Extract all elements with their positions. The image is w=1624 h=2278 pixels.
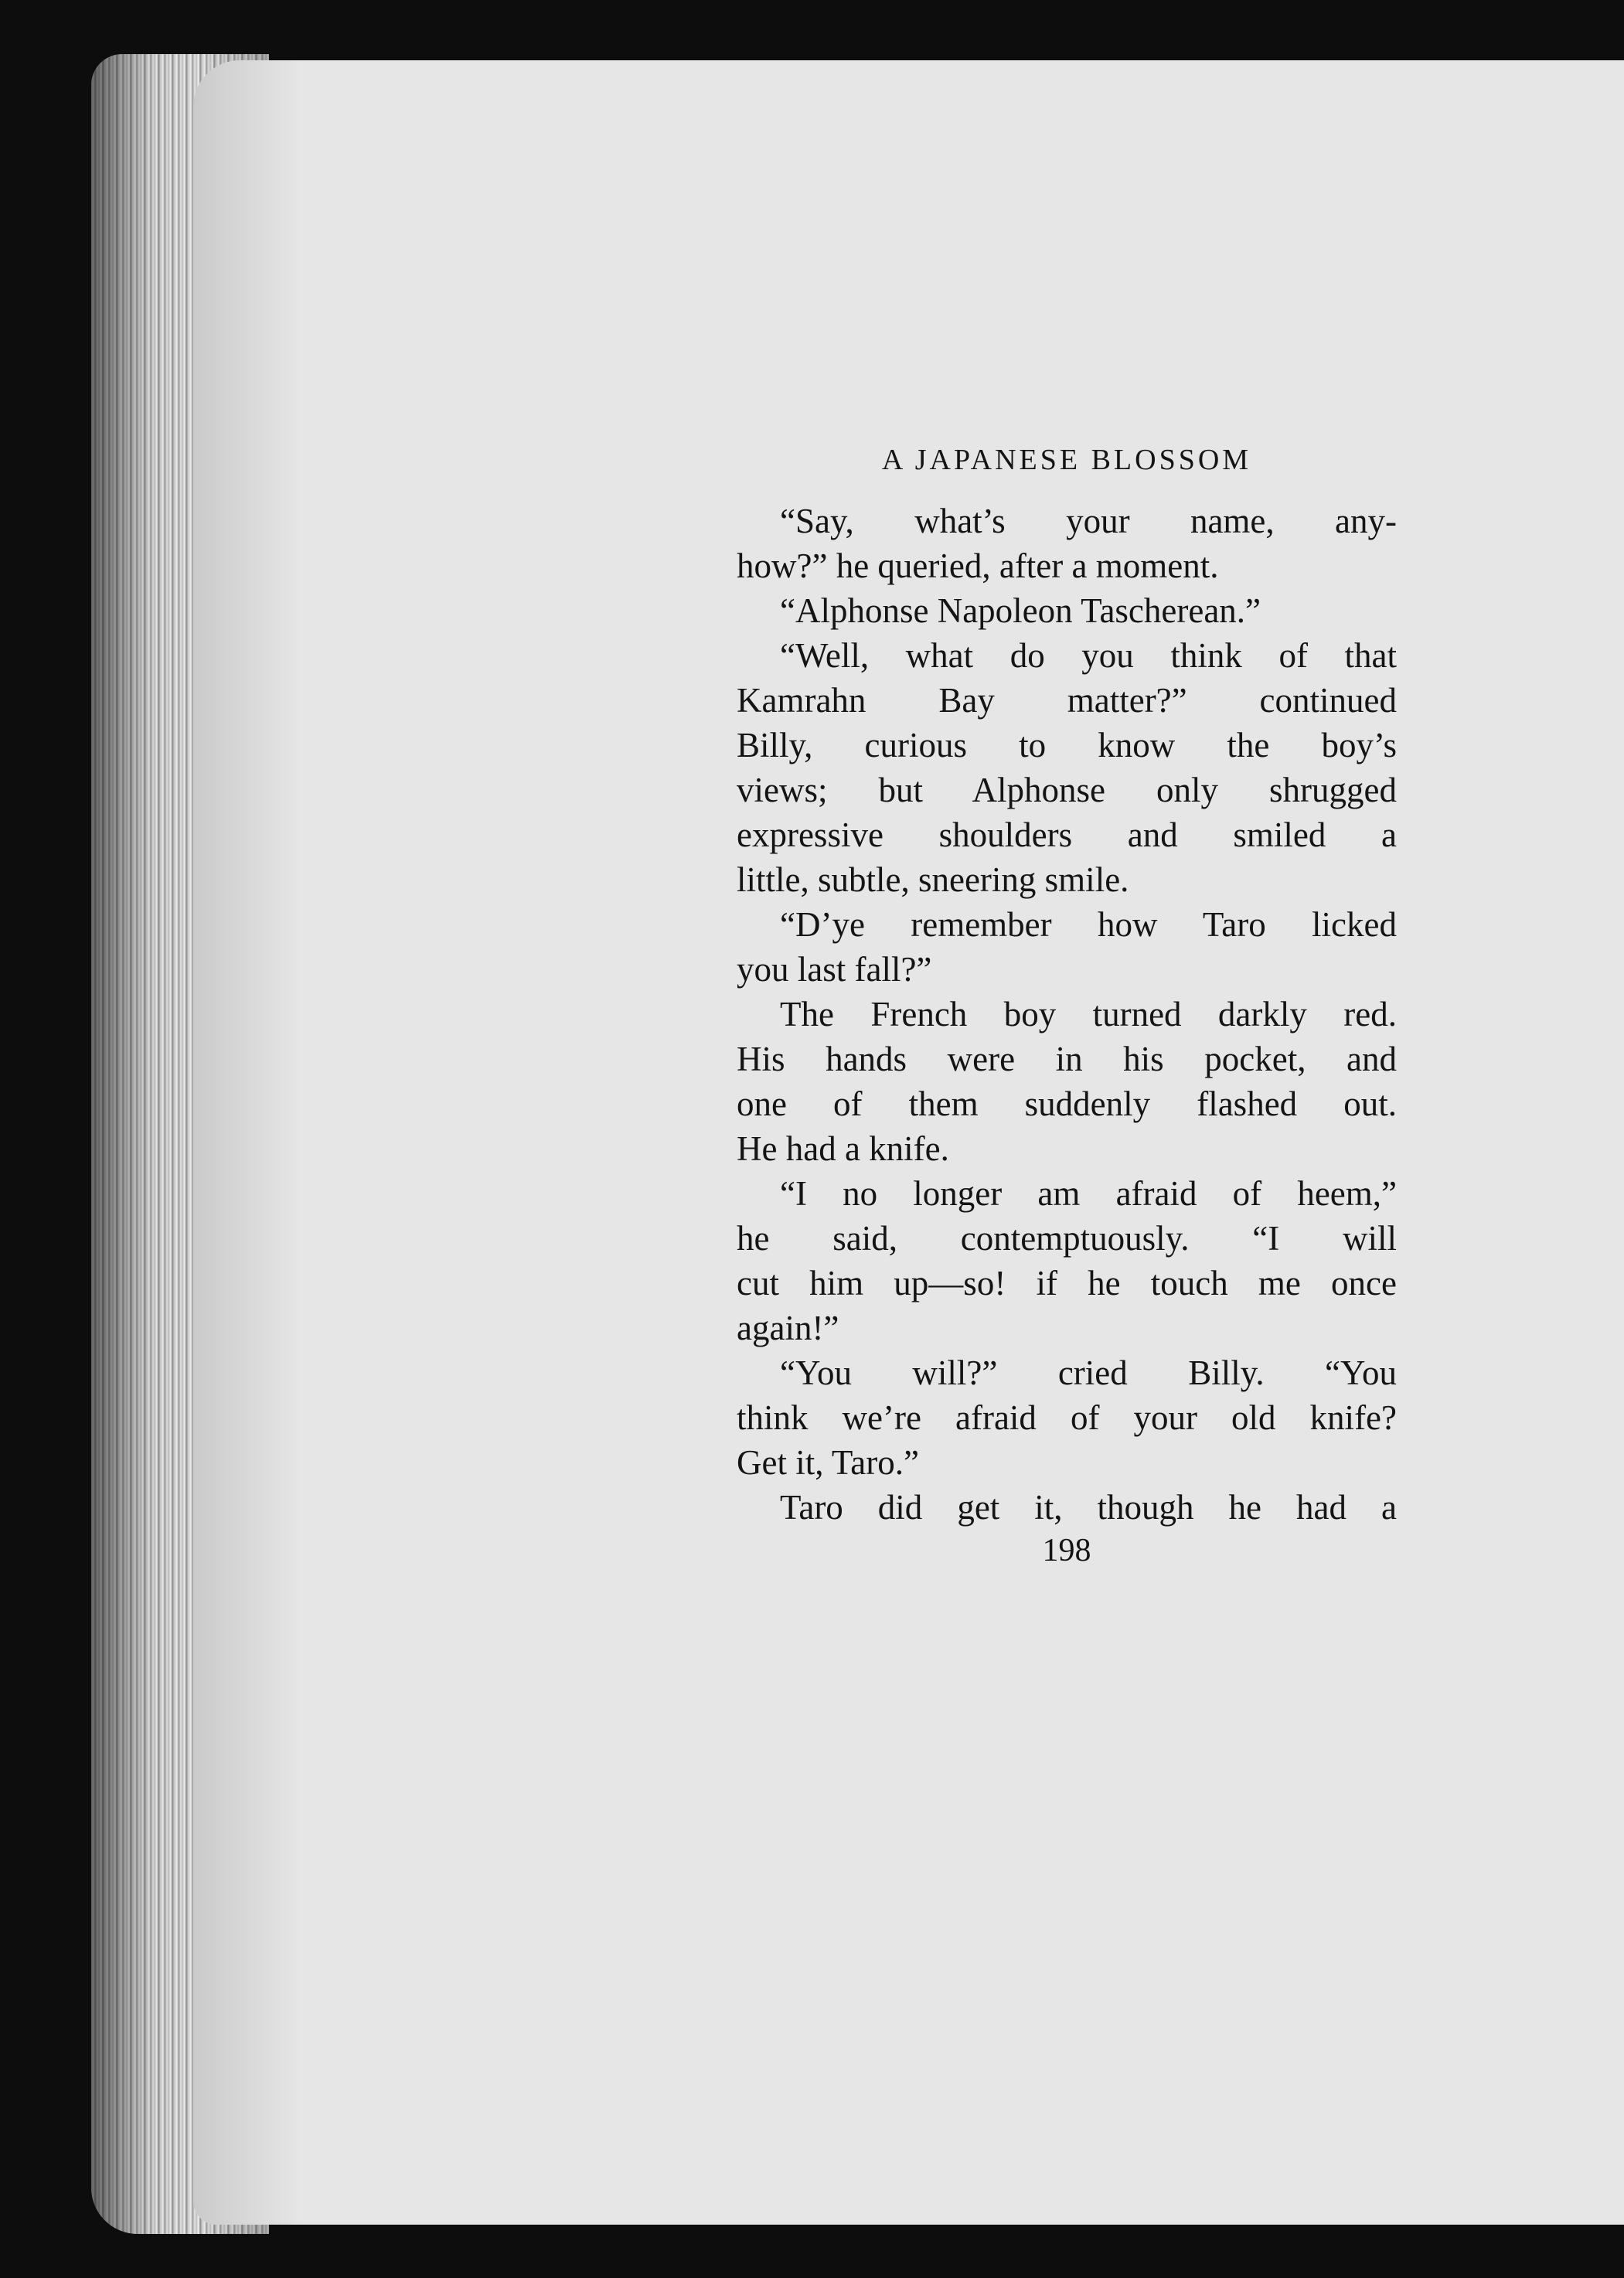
gutter-shadow bbox=[193, 60, 301, 2225]
text-line: “Well, what do you think of that bbox=[780, 636, 1397, 675]
text-line: “You will?” cried Billy. “You bbox=[780, 1354, 1397, 1392]
body-text bbox=[737, 499, 1397, 1530]
text-block bbox=[737, 437, 1397, 1570]
text-line: think we’re afraid of your old knife? bbox=[737, 1398, 1397, 1437]
text-line: cut him up—so! if he touch me once bbox=[737, 1264, 1397, 1302]
text-line: you last fall?” bbox=[737, 950, 932, 989]
text-line: Billy, curious to know the boy’s bbox=[737, 726, 1397, 764]
text-line: “Alphonse Napoleon Tascherean.” bbox=[780, 591, 1261, 630]
text-line: Kamrahn Bay matter?” continued bbox=[737, 681, 1397, 720]
text-line: again!” bbox=[737, 1309, 839, 1347]
text-line: He had a knife. bbox=[737, 1129, 949, 1168]
text-line: expressive shoulders and smiled a bbox=[737, 816, 1397, 854]
text-line: “Say, what’s your name, any- bbox=[780, 502, 1397, 540]
text-line: views; but Alphonse only shrugged bbox=[737, 771, 1397, 809]
page-number: 198 bbox=[1042, 1533, 1091, 1568]
text-line: little, subtle, sneering smile. bbox=[737, 860, 1129, 899]
text-line: Get it, Taro.” bbox=[737, 1443, 919, 1482]
text-line: “D’ye remember how Taro licked bbox=[780, 905, 1397, 944]
running-head: A JAPANESE BLOSSOM bbox=[881, 444, 1252, 476]
text-line: he said, contemptuously. “I will bbox=[737, 1219, 1397, 1258]
text-line: how?” he queried, after a moment. bbox=[737, 547, 1219, 585]
text-line: His hands were in his pocket, and bbox=[737, 1040, 1397, 1078]
text-line: one of them suddenly flashed out. bbox=[737, 1085, 1397, 1123]
text-line: “I no longer am afraid of heem,” bbox=[780, 1174, 1397, 1213]
text-line: The French boy turned darkly red. bbox=[780, 995, 1397, 1033]
text-line: Taro did get it, though he had a bbox=[780, 1488, 1397, 1527]
